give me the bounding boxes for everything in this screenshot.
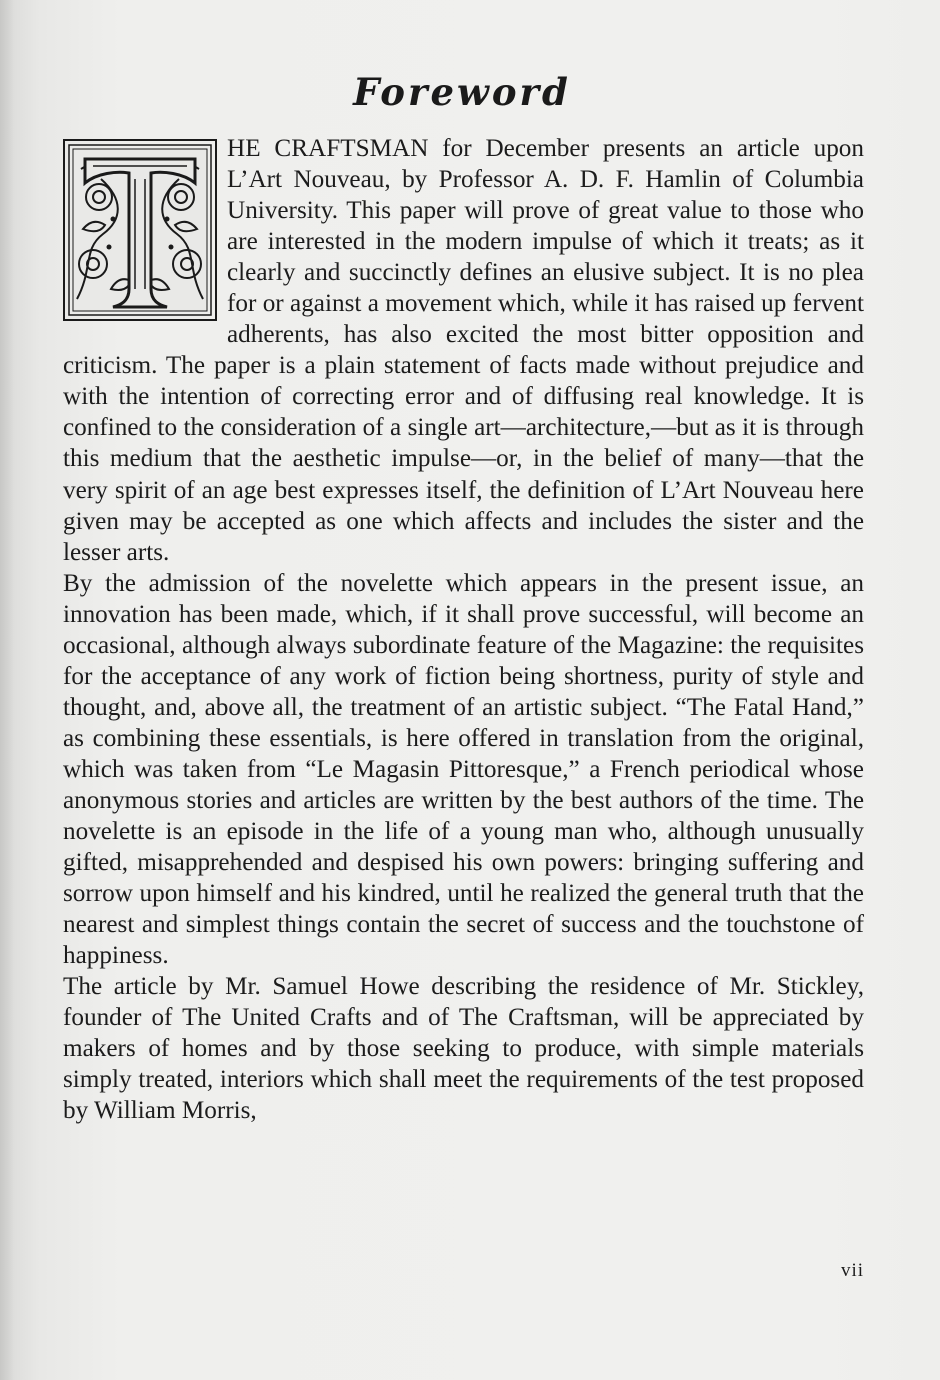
paragraph: The article by Mr. Samuel Howe describing the residence of Mr. Stickley, founder of The United Crafts and of The Craftsman, will be appreciated by makers of homes and by those seeking to produce, with simple materials simply treated, interiors which shall meet the requirements of the test proposed by William Morris, xyxy=(63,973,864,1125)
page-title: Foreword xyxy=(353,70,571,114)
gutter-shadow xyxy=(0,0,14,1380)
body-text xyxy=(63,133,864,1127)
decorated-initial-t xyxy=(63,139,217,321)
page-number: vii xyxy=(840,1260,864,1281)
paragraph: HE CRAFTSMAN for December presents an article upon L’Art Nouveau, by Professor A. D. F. Hamlin of Columbia University. This paper will prove of great value to those who are interested in the modern impulse of which it treats; as it clearly and succinctly defines an elusive subject. It is no plea for or against a movement which, while it has raised up fervent adherents, has also excited the most bitter opposition and criticism. The paper is a plain statement of facts made without prejudice and with the intention of correcting error and of diffusing real knowledge. It is confined to the consideration of a single art—architecture,—but as it is through this medium that the aesthetic impulse—or, in the belief of many—that the very spirit of an age best expresses itself, the definition of L’Art Nouveau here given may be accepted as one which affects and includes the sister and the lesser arts. xyxy=(63,135,864,566)
paragraph: By the admission of the novelette which appears in the present issue, an innovation has been made, which, if it shall prove successful, will become an occasional, although always subordinate feature of the Magazine: the requisites for the acceptance of any work of fiction being shortness, purity of style and thought, and, above all, the treatment of an artistic subject. “The Fatal Hand,” as combining these essentials, is here offered in translation from the original, which was taken from “Le Magasin Pittoresque,” a French periodical whose anonymous stories and articles are written by the best authors of the time. The novelette is an episode in the life of a young man who, although unusually gifted, misapprehended and despised his own powers: bringing suffering and sorrow upon himself and his kindred, until he realized the general truth that the nearest and simplest things contain the secret of success and the touchstone of happiness. xyxy=(63,569,864,970)
ornamental-initial-icon xyxy=(63,139,217,321)
